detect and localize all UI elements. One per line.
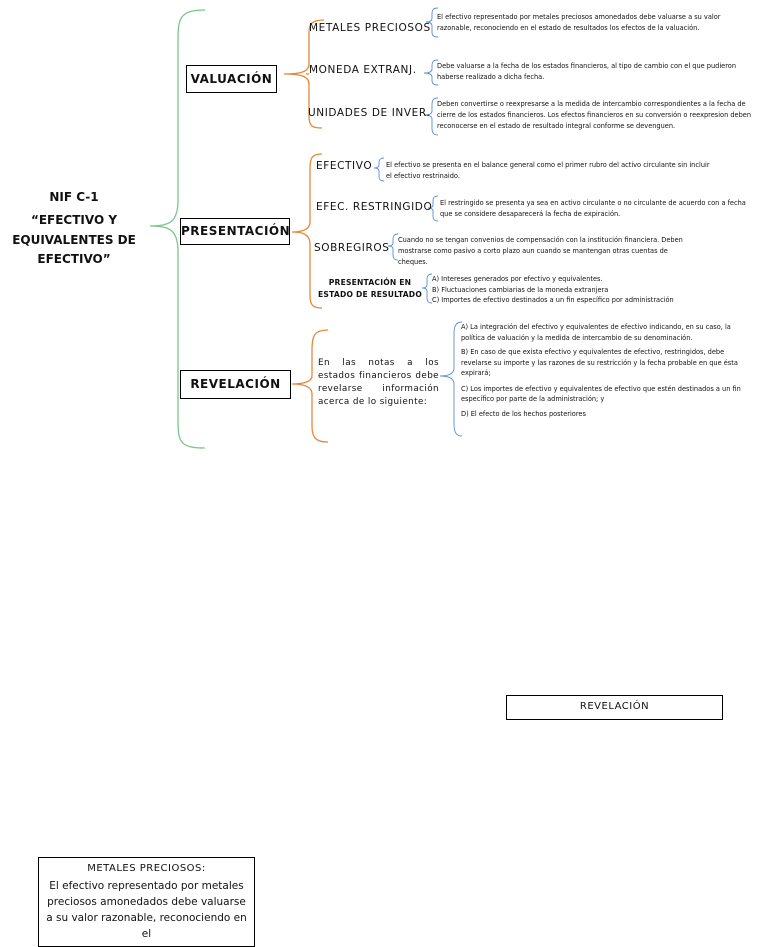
unidades-inversion-label: UNIDADES DE INVER. xyxy=(308,107,431,119)
list-item: C) Importes de efectivo destinados a un fin específico por administración xyxy=(432,296,674,304)
metales-preciosos-detail-box xyxy=(38,857,255,947)
sobregiros-label: SOBREGIROS xyxy=(314,242,390,254)
presentacion-box: PRESENTACIÓN xyxy=(180,218,290,245)
revelacion-notas: En las notas a los estados financieros debe revelarse información acerca de lo siguiente: xyxy=(318,358,439,407)
list-item: A) La integración del efectivo y equivalentes de efectivo indicando, en su caso, la política de valuación y la medida de intercambio de su denominación. xyxy=(461,323,731,342)
list-item: C) Los importes de efectivo y equivalentes de efectivo que estén destinados a un fin específico por parte de la administración; y xyxy=(461,384,741,403)
list-item: D) El efecto de los hechos posteriores xyxy=(461,409,586,418)
metales-detail-text: El efectivo representado por metales preciosos amonedados debe valuarse a su valor razonable, reconociendo en el xyxy=(46,880,247,940)
revelacion-detail-box: REVELACIÓN xyxy=(506,695,723,720)
moneda-extranjera-label: MONEDA EXTRANJ. xyxy=(309,64,417,76)
efectivo-label: EFECTIVO xyxy=(316,160,373,172)
revelacion-box: REVELACIÓN xyxy=(180,370,291,399)
revelacion-list xyxy=(461,322,753,419)
metales-detail-title: METALES PRECIOSOS: xyxy=(87,863,206,874)
title-line-3: EQUIVALENTES DE xyxy=(12,233,136,247)
list-item: B) En caso de que exista efectivo y equivalentes de efectivo, restringidos, debe revelarse su importe y las razones de su restricción y la fecha probable en que ésta expirará; xyxy=(461,348,738,377)
valuacion-box: VALUACIÓN xyxy=(186,65,277,93)
efectivo-restringido-label: EFEC. RESTRINGIDO xyxy=(316,201,433,213)
title-line-2: “EFECTIVO Y xyxy=(30,213,118,227)
unidades-inversion-desc: Deben convertirse o reexpresarse a la medida de intercambio correspondientes a la fecha de cierre de los estados financieros. Los efectos financieros en su conversión o reexpresion deben reconocerse en el estado de resultado integral conforme se devenguen. xyxy=(437,100,752,130)
list-item: A) Intereses generados por efectivo y equivalentes. xyxy=(432,275,603,283)
title-line-4: EFECTIVO” xyxy=(37,252,111,266)
list-item: B) Fluctuaciones cambiarias de la moneda extranjera xyxy=(432,285,609,294)
efectivo-desc: El efectivo se presenta en el balance general como el primer rubro del activo circulante sin incluir el efectivo restrinaido. xyxy=(386,161,710,180)
efectivo-restringido-desc: El restringido se presenta ya sea en activo circulante o no circulante de acuerdo con a fecha que se considere desaparecerá la fecha de expiración. xyxy=(440,199,746,218)
nif-code: NIF C-1 xyxy=(49,190,99,204)
estado-resultado-list xyxy=(432,274,752,306)
presentacion-estado-label-2: ESTADO DE RESULTADO xyxy=(318,290,422,299)
metales-preciosos-desc: El efectivo representado por metales preciosos amonedados debe valuarse a su valor razonable, reconociendo en el estado de resultados los efectos de la valuación. xyxy=(437,13,721,32)
sobregiros-desc: Cuando no se tengan convenios de compensación con la institución financiera. Deben mostrarse como pasivo a corto plazo aun cuando se mantengan otras cuentas de cheques. xyxy=(398,236,683,266)
metales-preciosos-label: METALES PRECIOSOS xyxy=(309,22,431,34)
presentacion-estado-label-1: PRESENTACIÓN EN xyxy=(328,278,412,287)
moneda-extranjera-desc: Debe valuarse a la fecha de los estados financieros, al tipo de cambio con el que pudieron haberse realizado a dicha fecha. xyxy=(437,62,737,81)
